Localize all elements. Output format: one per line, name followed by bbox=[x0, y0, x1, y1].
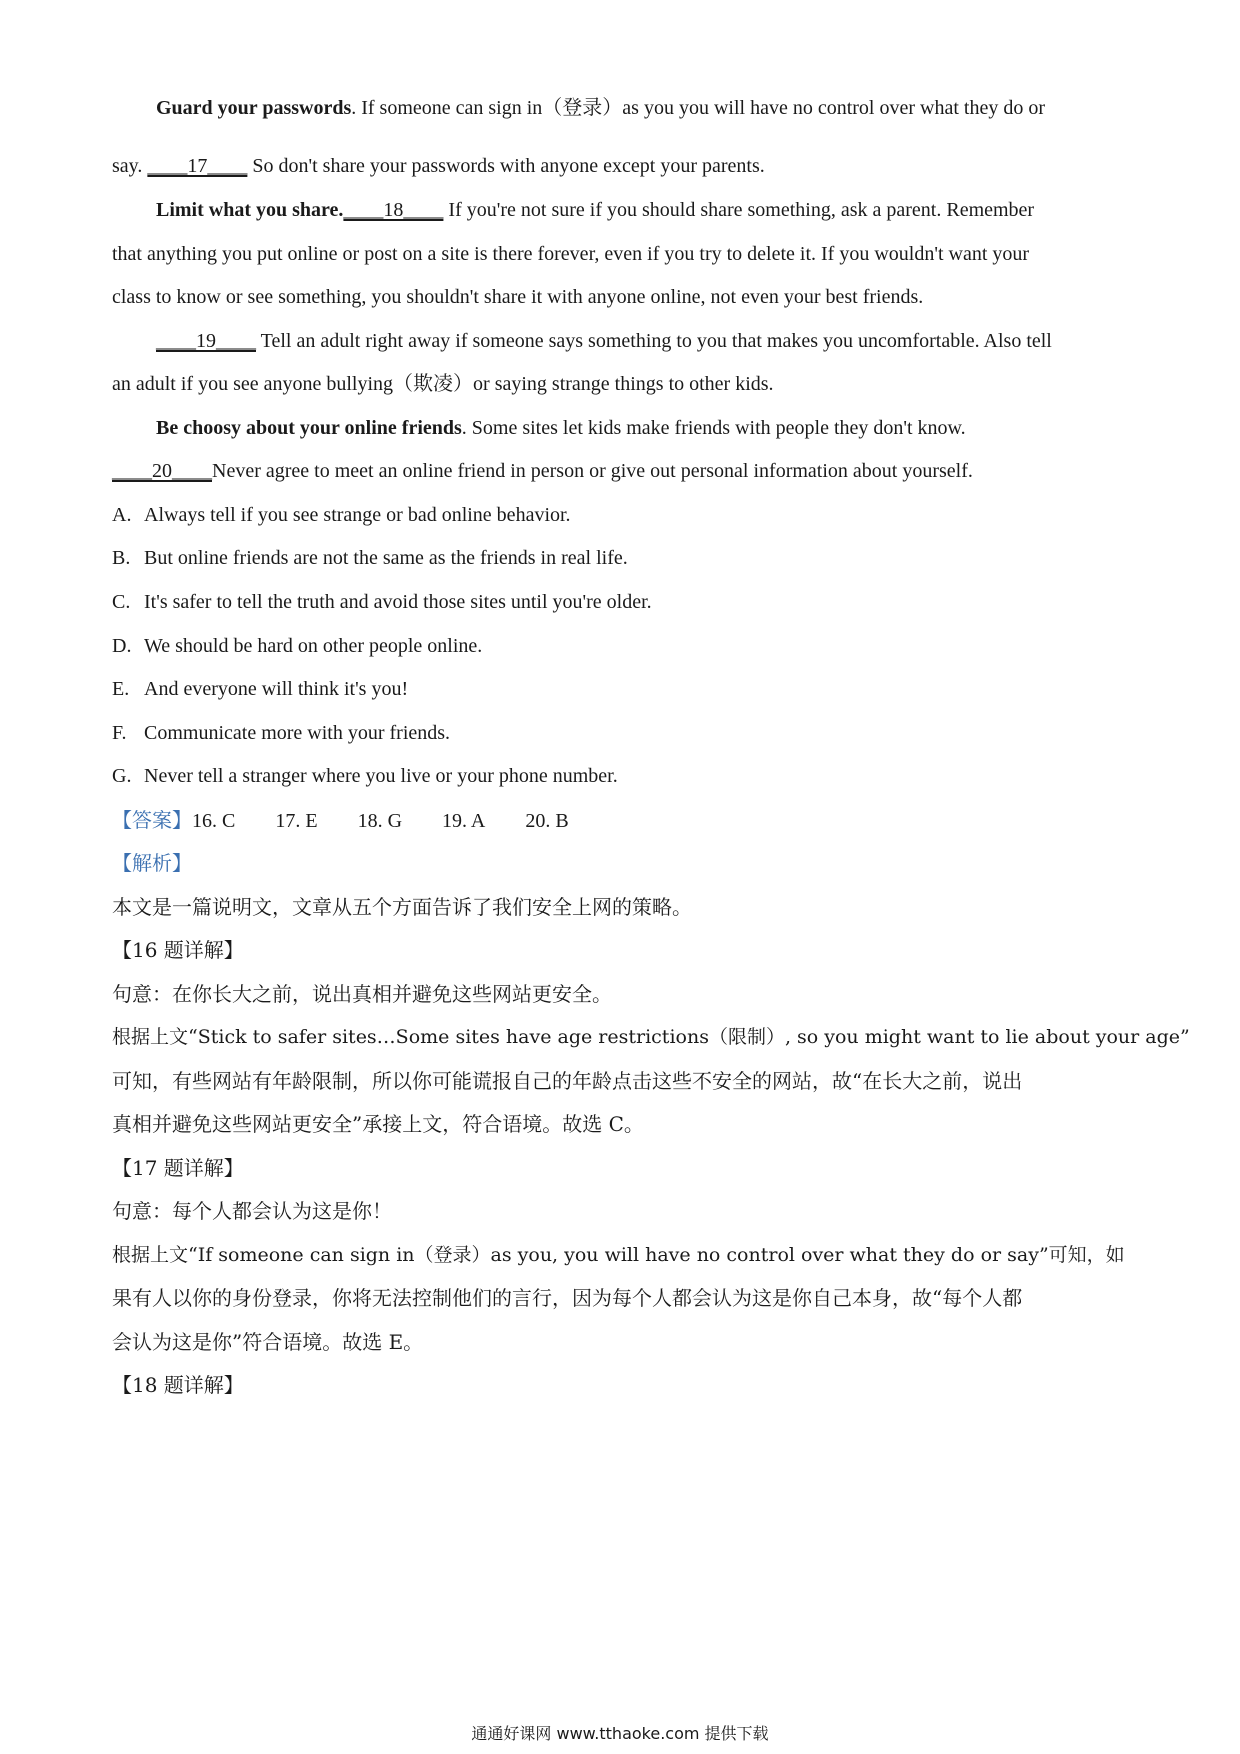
paragraph-choosy-line2: ____20____Never agree to meet an online friend in person or give out personal information about yourself. bbox=[112, 457, 1132, 485]
page-footer: 通通好课网 www.tthaoke.com 提供下载 bbox=[471, 1724, 769, 1743]
answer-line bbox=[112, 806, 1132, 835]
answer-item: 16. C bbox=[192, 810, 236, 832]
option-f: F. Communicate more with your friends. bbox=[112, 722, 451, 744]
answer-item: 18. G bbox=[357, 810, 403, 832]
answer-label: 【答案】 bbox=[112, 808, 192, 832]
paragraph-19-line2: an adult if you see anyone bullying（欺凌）or saying strange things to other kids. bbox=[112, 373, 774, 395]
option-a: A. Always tell if you see strange or bad online behavior. bbox=[112, 504, 571, 526]
answer-item: 19. A bbox=[442, 810, 486, 832]
q16-explain-line3: 真相并避免这些网站更安全”承接上文，符合语境。故选 C。 bbox=[112, 1112, 644, 1136]
q17-title: 【17 题详解】 bbox=[112, 1156, 244, 1180]
heading-be-choosy: Be choosy about your online friends bbox=[156, 417, 462, 439]
blank-17: ____17____ bbox=[147, 155, 248, 177]
q18-title: 【18 题详解】 bbox=[112, 1373, 244, 1397]
blank-18: ____18____ bbox=[343, 199, 444, 221]
blank-20: ____20____ bbox=[112, 460, 212, 482]
paragraph-19-line1: ____19____ Tell an adult right away if someone says something to you that makes you uncomfortable. Also tell bbox=[156, 327, 1176, 355]
option-d: D. We should be hard on other people online. bbox=[112, 635, 483, 657]
q16-explain-line1: 根据上文“Stick to safer sites…Some sites have age restrictions（限制）, so you might want to lie about your age” bbox=[112, 1026, 1190, 1048]
q16-title: 【16 题详解】 bbox=[112, 938, 244, 962]
option-b: B. But online friends are not the same as the friends in real life. bbox=[112, 547, 628, 569]
option-c: C. It's safer to tell the truth and avoid those sites until you're older. bbox=[112, 591, 652, 613]
blank-19: ____19____ bbox=[156, 330, 256, 352]
q17-explain-line1: 根据上文“If someone can sign in（登录）as you, you will have no control over what they do or say”可知，如 bbox=[112, 1244, 1125, 1266]
paragraph-guard-line1: Guard your passwords. If someone can sign in（登录）as you you will have no control over what they do or bbox=[156, 97, 1045, 119]
q17-explain-line3: 会认为这是你”符合语境。故选 E。 bbox=[112, 1330, 424, 1354]
q17-explain-line2: 果有人以你的身份登录，你将无法控制他们的言行，因为每个人都会认为这是你自己本身，故“每个人都 bbox=[112, 1286, 1023, 1310]
paragraph-limit-line2: that anything you put online or post on a site is there forever, even if you try to delete it. If you wouldn't want your bbox=[112, 243, 1030, 265]
heading-guard-passwords: Guard your passwords bbox=[156, 97, 352, 119]
paragraph-limit-line1: Limit what you share.____18____ If you're not sure if you should share something, ask a parent. Remember bbox=[156, 196, 1176, 224]
analysis-summary: 本文是一篇说明文，文章从五个方面告诉了我们安全上网的策略。 bbox=[112, 895, 692, 919]
paragraph-guard-line2: say. ____17____ So don't share your passwords with anyone except your parents. bbox=[112, 152, 1132, 180]
paragraph-choosy-line1: Be choosy about your online friends. Some sites let kids make friends with people they don't know. bbox=[156, 417, 966, 439]
answer-item: 17. E bbox=[275, 810, 318, 832]
heading-limit-share: Limit what you share. bbox=[156, 199, 344, 221]
q17-meaning: 句意：每个人都会认为这是你！ bbox=[112, 1199, 392, 1223]
answer-item: 20. B bbox=[525, 810, 569, 832]
q16-explain-line2: 可知，有些网站有年龄限制，所以你可能谎报自己的年龄点击这些不安全的网站，故“在长大之前，说出 bbox=[112, 1069, 1023, 1093]
option-g: G. Never tell a stranger where you live or your phone number. bbox=[112, 765, 618, 787]
analysis-label: 【解析】 bbox=[112, 851, 192, 875]
q16-meaning: 句意：在你长大之前，说出真相并避免这些网站更安全。 bbox=[112, 982, 612, 1006]
paragraph-limit-line3: class to know or see something, you shouldn't share it with anyone online, not even your best friends. bbox=[112, 286, 924, 308]
option-e: E. And everyone will think it's you! bbox=[112, 678, 409, 700]
